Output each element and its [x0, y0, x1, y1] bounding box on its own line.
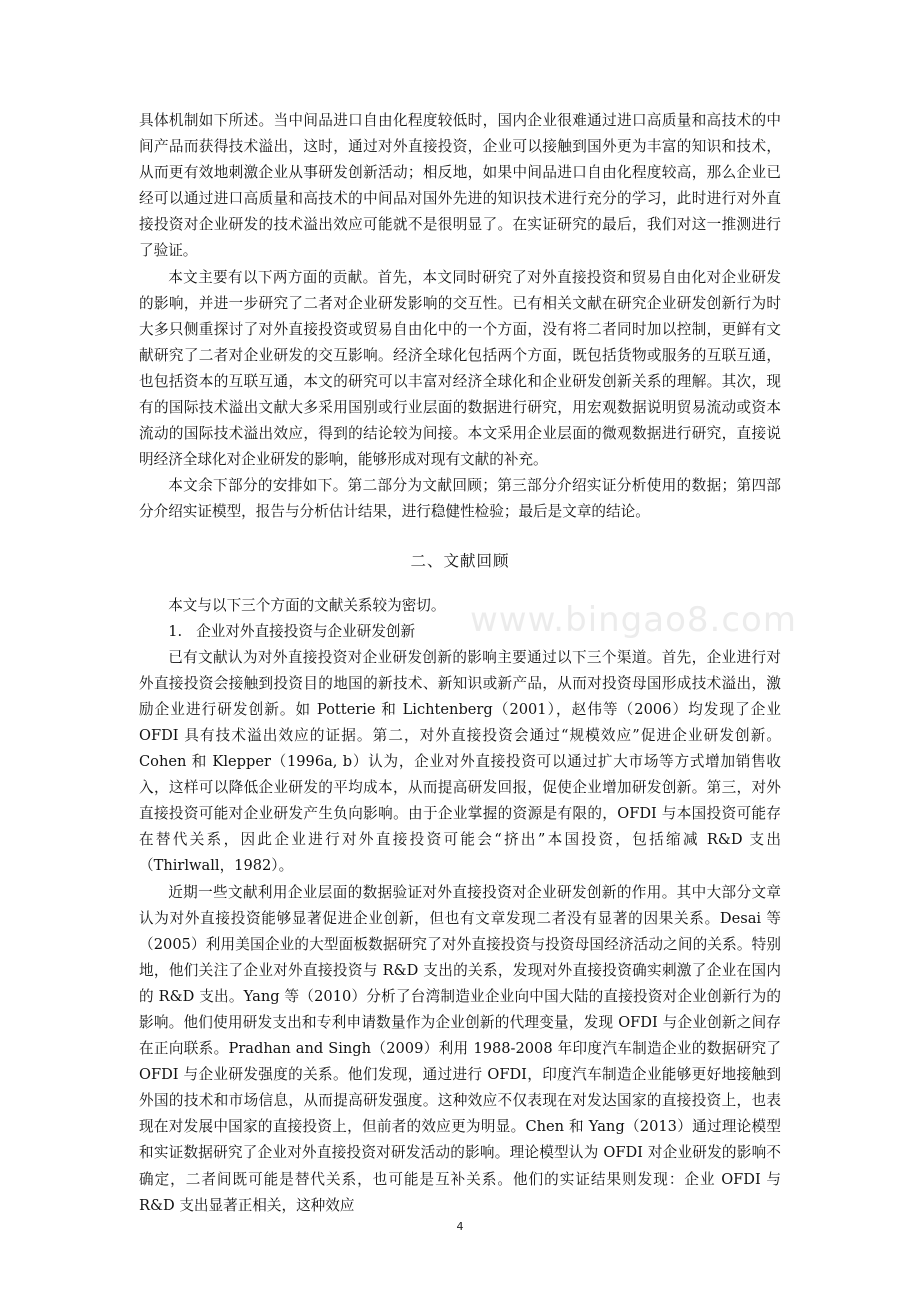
subsection-heading	[139, 619, 781, 645]
page-body	[139, 108, 781, 1219]
subsection-number: 1.	[168, 622, 183, 640]
paragraph-mechanism: 具体机制如下所述。当中间品进口自由化程度较低时，国内企业很难通过进口高质量和高技术的中间产品而获得技术溢出，这时，通过对外直接投资，企业可以接触到国外更为丰富的知识和技术，从而更有效地刺激企业从事研发创新活动；相反地，如果中间品进口自由化程度较高，那么企业已经可以通过进口高质量和高技术的中间品对国外先进的知识技术进行充分的学习，此时进行对外直接投资对企业研发的技术溢出效应可能就不是很明显了。在实证研究的最后，我们对这一推测进行了验证。	[139, 112, 781, 260]
section-intro: 本文与以下三个方面的文献关系较为密切。	[168, 596, 446, 614]
paragraph-channels: 已有文献认为对外直接投资对企业研发创新的影响主要通过以下三个渠道。首先，企业进行对外直接投资会接触到投资目的地国的新技术、新知识或新产品，从而对投资母国形成技术溢出，激励企业进行研发创新。如 Potterie 和 Lichtenberg（2001），赵伟等（2006）均发现了企业 OFDI 具有技术溢出效应的证据。第二，对外直接投资会通过“规模效应”促进企业研发创新。Cohen 和 Klepper（1996a, b）认为，企业对外直接投资可以通过扩大市场等方式增加销售收入，这样可以降低企业研发的平均成本，从而提高研发回报，促使企业增加研发创新。第三，对外直接投资可能对企业研发产生负向影响。由于企业掌握的资源是有限的，OFDI 与本国投资可能存在替代关系，因此企业进行对外直接投资可能会“挤出”本国投资，包括缩减 R&D 支出（Thirlwall，1982）。	[139, 648, 781, 875]
paragraph-contributions: 本文主要有以下两方面的贡献。首先，本文同时研究了对外直接投资和贸易自由化对企业研发的影响，并进一步研究了二者对企业研发影响的交互性。已有相关文献在研究企业研发创新行为时大多只侧重探讨了对外直接投资或贸易自由化中的一个方面，没有将二者同时加以控制，更鲜有文献研究了二者对企业研发的交互影响。经济全球化包括两个方面，既包括货物或服务的互联互通，也包括资本的互联互通，本文的研究可以丰富对经济全球化和企业研发创新关系的理解。其次，现有的国际技术溢出文献大多采用国别或行业层面的数据进行研究，用宏观数据说明贸易流动或资本流动的国际技术溢出效应，得到的结论较为间接。本文采用企业层面的微观数据进行研究，直接说明经济全球化对企业研发的影响，能够形成对现有文献的补充。	[139, 268, 781, 469]
subsection-title: 企业对外直接投资与企业研发创新	[196, 622, 416, 640]
page-number: 4	[456, 1220, 464, 1233]
section-title: 二、文献回顾	[410, 551, 510, 570]
watermark: www.bingao8.com	[470, 600, 797, 640]
paragraph-structure: 本文余下部分的安排如下。第二部分为文献回顾；第三部分介绍实证分析使用的数据；第四部分介绍实证模型，报告与分析估计结果，进行稳健性检验；最后是文章的结论。	[139, 477, 781, 521]
paragraph-recent-literature: 近期一些文献利用企业层面的数据验证对外直接投资对企业研发创新的作用。其中大部分文章认为对外直接投资能够显著促进企业创新，但也有文章发现二者没有显著的因果关系。Desai 等（2005）利用美国企业的大型面板数据研究了对外直接投资与投资母国经济活动之间的关系。特别地，他们关注了企业对外直接投资与 R&D 支出的关系，发现对外直接投资确实刺激了企业在国内的 R&D 支出。Yang 等（2010）分析了台湾制造业企业向中国大陆的直接投资对企业创新行为的影响。他们使用研发支出和专利申请数量作为企业创新的代理变量，发现 OFDI 与企业创新之间存在正向联系。Pradhan and Singh（2009）利用 1988-2008 年印度汽车制造企业的数据研究了 OFDI 与企业研发强度的关系。他们发现，通过进行 OFDI，印度汽车制造企业能够更好地接触到外国的技术和市场信息，从而提高研发强度。这种效应不仅表现在对发达国家的直接投资上，也表现在对发展中国家的直接投资上，但前者的效应更为明显。Chen 和 Yang（2013）通过理论模型和实证数据研究了企业对外直接投资对研发活动的影响。理论模型认为 OFDI 对企业研发的影响不确定，二者间既可能是替代关系，也可能是互补关系。他们的实证结果则发现：企业 OFDI 与 R&D 支出显著正相关，这种效应	[139, 883, 781, 1214]
